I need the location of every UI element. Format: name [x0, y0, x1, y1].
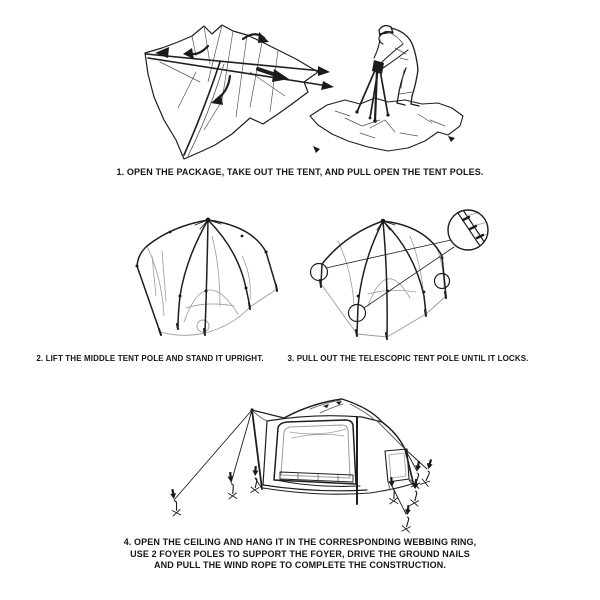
- step4-caption-line3: AND PULL THE WIND ROPE TO COMPLETE THE CONSTRUCTION.: [154, 560, 446, 570]
- step3-caption: 3. PULL OUT THE TELESCOPIC TENT POLE UNTIL IT LOCKS.: [287, 354, 529, 363]
- pitched-tent-drawing: [70, 376, 535, 536]
- step4-caption-line2: USE 2 FOYER POLES TO SUPPORT THE FOYER, DRIVE THE GROUND NAILS: [130, 548, 470, 559]
- step2-dome-tent-illustration: [92, 196, 297, 346]
- step1-caption: 1. OPEN THE PACKAGE, TAKE OUT THE TENT, AND PULL OPEN THE TENT POLES.: [116, 167, 484, 177]
- step2-caption: 2. LIFT THE MIDDLE TENT POLE AND STAND IT UPRIGHT.: [36, 354, 264, 363]
- step3-telescopic-lock-illustration: [298, 196, 516, 346]
- step4-caption: [0, 537, 600, 572]
- person-with-middle-pole-drawing: [300, 8, 510, 162]
- dome-tent-upright-drawing: [92, 196, 297, 346]
- step4-caption-line1: 4. OPEN THE CEILING AND HANG IT IN THE CORRESPONDING WEBBING RING,: [123, 537, 477, 547]
- step4-pitched-tent-illustration: [70, 376, 535, 536]
- step1-person-lifting-pole-illustration: [300, 8, 510, 162]
- dome-tent-lock-detail-drawing: [298, 196, 516, 346]
